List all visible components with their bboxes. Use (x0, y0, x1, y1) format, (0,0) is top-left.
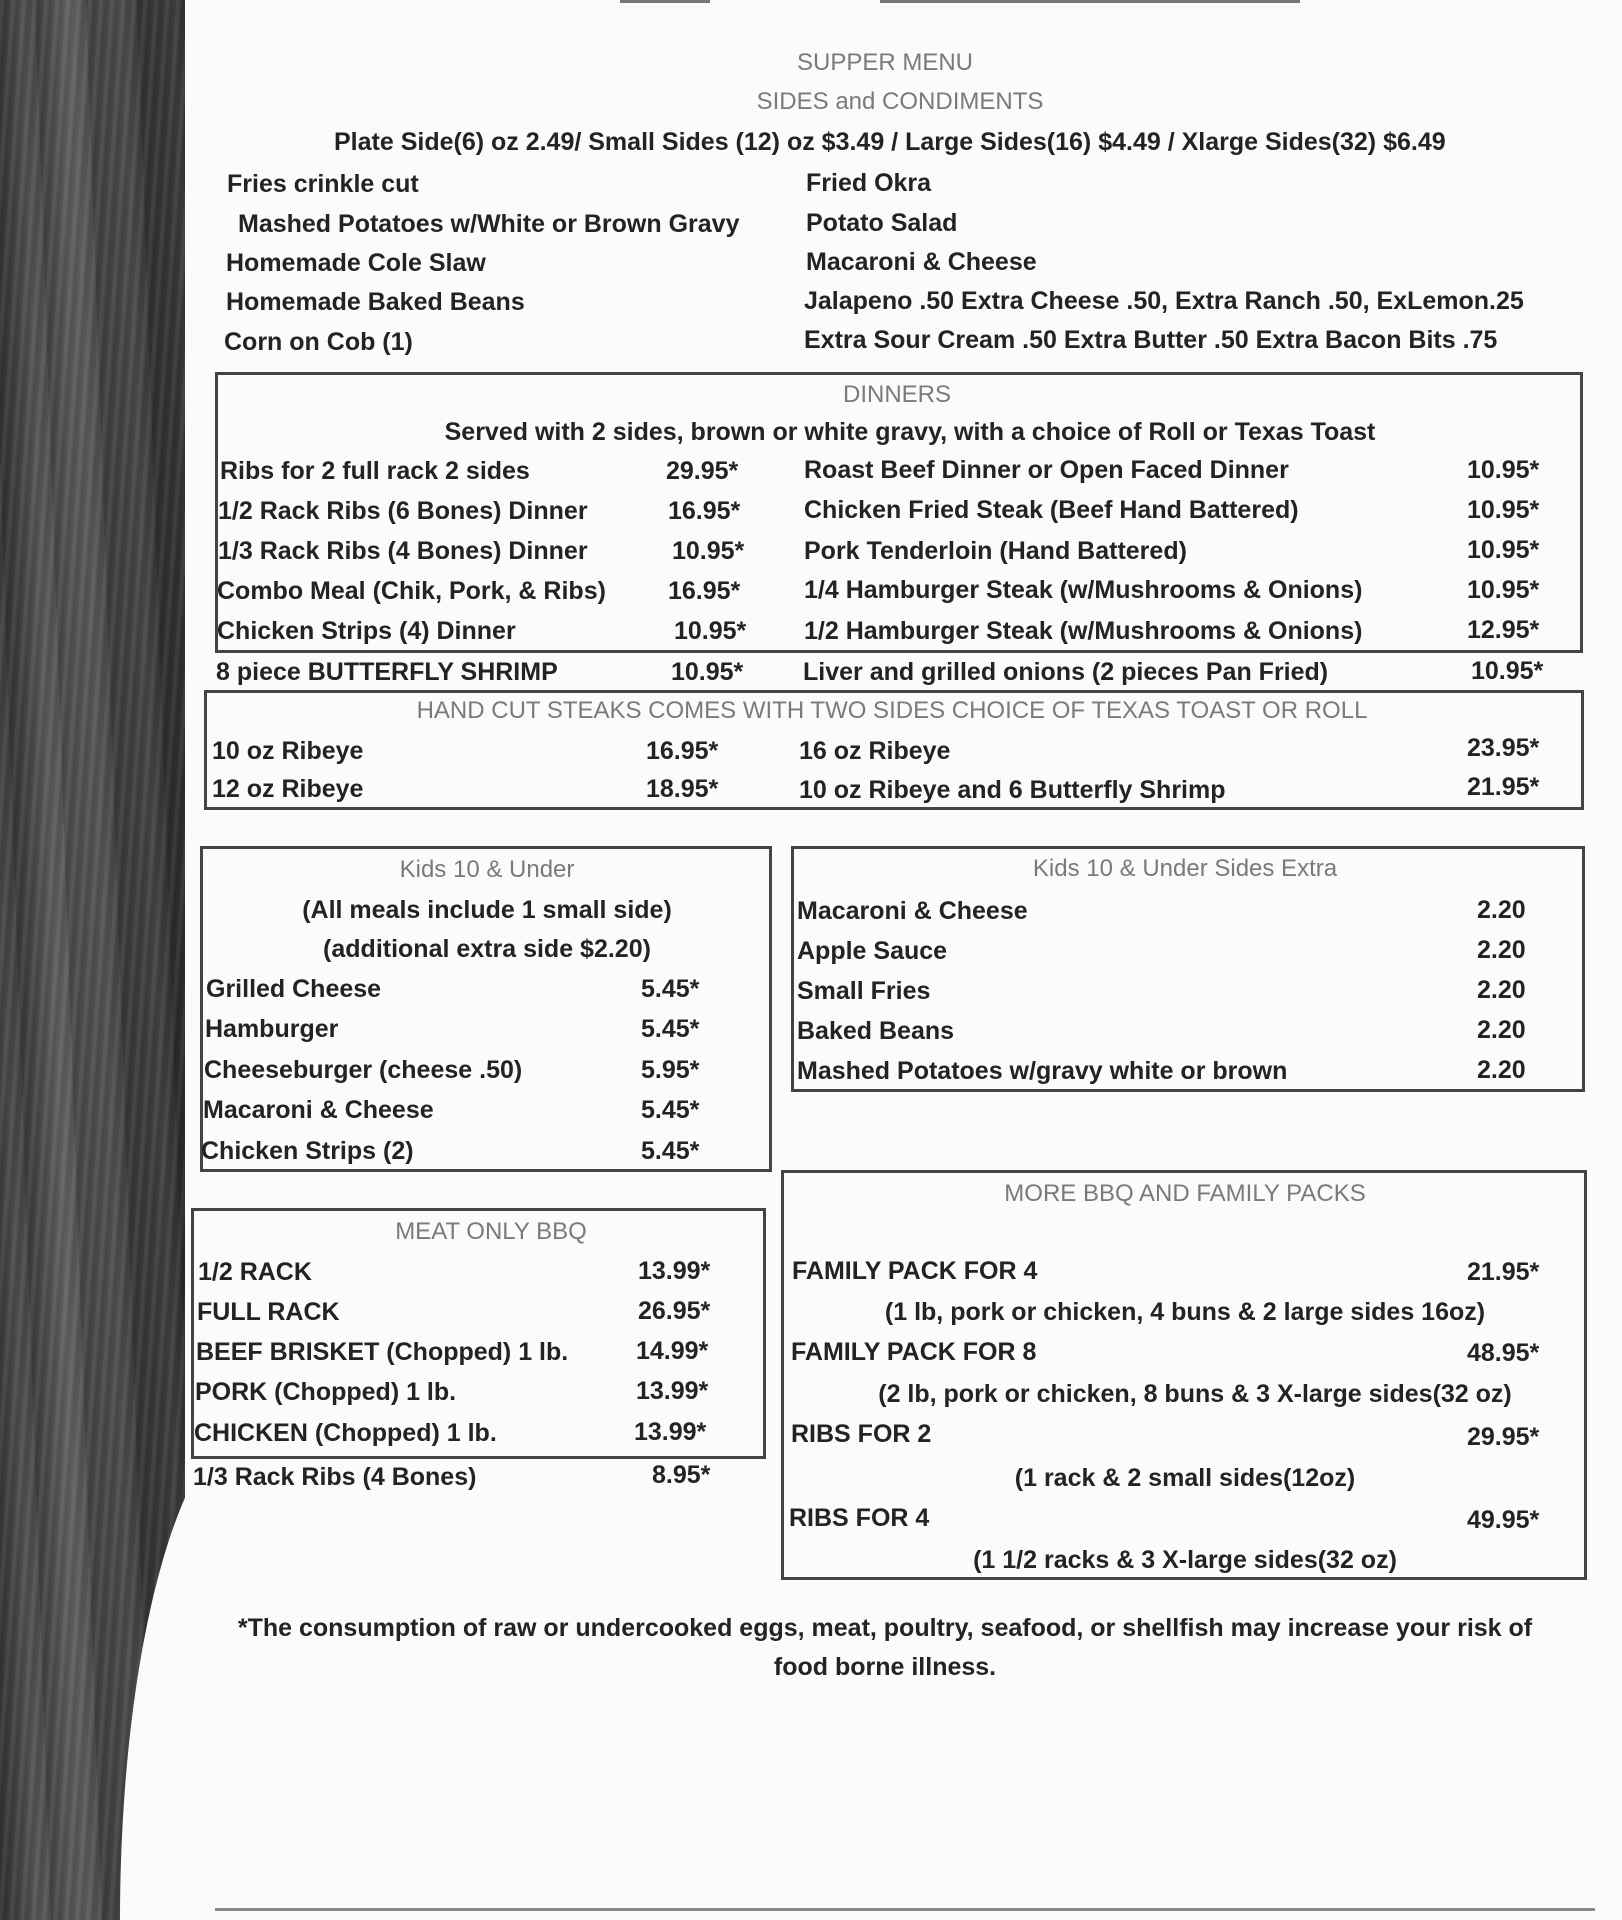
dinner-item-name: Roast Beef Dinner or Open Faced Dinner (804, 456, 1289, 484)
meat-item-name: FULL RACK (197, 1298, 340, 1326)
food-safety-notice: *The consumption of raw or undercooked eggs, meat, poultry, seafood, or shellfish may increase your risk of (237, 1614, 1533, 1642)
kids-side-name: Baked Beans (797, 1017, 955, 1045)
kids-side-price: 2.20 (1477, 1056, 1526, 1084)
top-edge-line (880, 0, 1300, 3)
meat-item-price: 14.99* (636, 1337, 709, 1365)
family-item-price: 48.95* (1467, 1339, 1540, 1367)
kids-item-name: Chicken Strips (2) (201, 1137, 414, 1165)
dinner-item-name: Chicken Fried Steak (Beef Hand Battered) (804, 496, 1299, 524)
meat-item-price: 8.95* (652, 1461, 711, 1489)
kids-item-price: 5.45* (641, 1137, 700, 1165)
kids-side-price: 2.20 (1477, 976, 1526, 1004)
dinners-title: DINNERS (842, 381, 952, 408)
family-item-name: FAMILY PACK FOR 8 (791, 1338, 1037, 1366)
kids-item-name: Cheeseburger (cheese .50) (204, 1056, 523, 1084)
kids-side-price: 2.20 (1477, 936, 1526, 964)
dinner-item-price: 10.95* (671, 658, 744, 686)
meat-item-name: 1/2 RACK (198, 1258, 312, 1286)
kids-sides-title: Kids 10 & Under Sides Extra (1032, 855, 1338, 882)
dinner-item-name: Combo Meal (Chik, Pork, & Ribs) (217, 577, 606, 605)
kids-item-price: 5.45* (641, 1096, 700, 1124)
dinner-item-price: 10.95* (1471, 657, 1544, 685)
steak-item-name: 12 oz Ribeye (212, 775, 364, 803)
kids-side-name: Apple Sauce (797, 937, 948, 965)
meat-item-price: 13.99* (636, 1377, 709, 1405)
meat-item-name: PORK (Chopped) 1 lb. (195, 1378, 457, 1406)
family-item-name: RIBS FOR 2 (791, 1420, 932, 1448)
steaks-title: HAND CUT STEAKS COMES WITH TWO SIDES CHOICE OF TEXAS TOAST OR ROLL (416, 697, 1368, 724)
dinner-item-price: 12.95* (1467, 616, 1540, 644)
dinner-item-name: Ribs for 2 full rack 2 sides (220, 457, 530, 485)
kids-side-name: Mashed Potatoes w/gravy white or brown (797, 1057, 1288, 1085)
kids-side-price: 2.20 (1477, 896, 1526, 924)
steak-item-price: 16.95* (646, 737, 719, 765)
family-item-name: FAMILY PACK FOR 4 (792, 1257, 1038, 1285)
steak-item-price: 18.95* (646, 775, 719, 803)
kids-item-name: Macaroni & Cheese (203, 1096, 434, 1124)
side-item: Fries crinkle cut (227, 170, 419, 198)
kids-item-price: 5.45* (641, 1015, 700, 1043)
side-item: Homemade Cole Slaw (226, 249, 486, 277)
dinner-item-price: 10.95* (672, 537, 745, 565)
family-item-desc: (1 rack & 2 small sides(12oz) (1014, 1464, 1356, 1492)
dinners-subtitle: Served with 2 sides, brown or white gravy, with a choice of Roll or Texas Toast (444, 418, 1376, 446)
sides-heading: SIDES and CONDIMENTS (756, 88, 1044, 115)
family-item-desc: (1 1/2 racks & 3 X-large sides(32 oz) (973, 1546, 1397, 1574)
meat-item-name: CHICKEN (Chopped) 1 lb. (194, 1419, 497, 1447)
kids-note: (additional extra side $2.20) (323, 935, 651, 963)
meat-item-price: 26.95* (638, 1297, 711, 1325)
steak-item-name: 10 oz Ribeye (212, 737, 364, 765)
bottom-edge-line (215, 1908, 1595, 1911)
side-item: Macaroni & Cheese (806, 248, 1037, 276)
meat-item-name: BEEF BRISKET (Chopped) 1 lb. (196, 1338, 569, 1366)
side-size-prices: Plate Side(6) oz 2.49/ Small Sides (12) oz $3.49 / Large Sides(16) $4.49 / Xlarge Sides(32) $6.49 (334, 128, 1446, 156)
steak-item-name: 16 oz Ribeye (799, 737, 951, 765)
meat-only-title: MEAT ONLY BBQ (395, 1218, 587, 1245)
side-item: Fried Okra (806, 169, 932, 197)
condiment-extras: Extra Sour Cream .50 Extra Butter .50 Extra Bacon Bits .75 (804, 326, 1498, 354)
dinner-item-price: 10.95* (674, 617, 747, 645)
dinner-item-price: 10.95* (1467, 536, 1540, 564)
kids-side-name: Macaroni & Cheese (797, 897, 1028, 925)
dinner-item-price: 10.95* (1467, 496, 1540, 524)
kids-item-name: Hamburger (205, 1015, 339, 1043)
family-item-desc: (2 lb, pork or chicken, 8 buns & 3 X-large sides(32 oz) (878, 1380, 1512, 1408)
top-edge-line (620, 0, 710, 3)
dinner-item-price: 10.95* (1467, 456, 1540, 484)
food-safety-notice: food borne illness. (773, 1653, 997, 1681)
dinner-item-price: 16.95* (668, 577, 741, 605)
kids-item-price: 5.95* (641, 1056, 700, 1084)
dinner-item-name: 1/2 Hamburger Steak (w/Mushrooms & Onions) (804, 617, 1363, 645)
kids-title: Kids 10 & Under (399, 856, 575, 883)
condiment-extras: Jalapeno .50 Extra Cheese .50, Extra Ranch .50, ExLemon.25 (804, 287, 1524, 315)
family-item-price: 21.95* (1467, 1258, 1540, 1286)
menu-title: SUPPER MENU (796, 49, 974, 76)
side-item: Mashed Potatoes w/White or Brown Gravy (238, 210, 740, 238)
steak-item-name: 10 oz Ribeye and 6 Butterfly Shrimp (799, 776, 1226, 804)
family-item-name: RIBS FOR 4 (789, 1504, 930, 1532)
dinner-item-name: 1/2 Rack Ribs (6 Bones) Dinner (218, 497, 588, 525)
dinner-item-name: Liver and grilled onions (2 pieces Pan Fried) (803, 658, 1329, 686)
dinner-item-price: 16.95* (668, 497, 741, 525)
steak-item-price: 23.95* (1467, 734, 1540, 762)
kids-note: (All meals include 1 small side) (302, 896, 672, 924)
dinner-item-name: Chicken Strips (4) Dinner (217, 617, 516, 645)
meat-item-price: 13.99* (638, 1257, 711, 1285)
meat-item-name: 1/3 Rack Ribs (4 Bones) (193, 1463, 477, 1491)
kids-item-name: Grilled Cheese (206, 975, 382, 1003)
dinner-item-name: 1/3 Rack Ribs (4 Bones) Dinner (218, 537, 588, 565)
family-packs-title: MORE BBQ AND FAMILY PACKS (1004, 1180, 1366, 1207)
side-item: Corn on Cob (1) (224, 328, 413, 356)
family-item-price: 29.95* (1467, 1423, 1540, 1451)
family-item-desc: (1 lb, pork or chicken, 4 buns & 2 large sides 16oz) (884, 1298, 1486, 1326)
dinner-item-name: 1/4 Hamburger Steak (w/Mushrooms & Onions) (804, 576, 1363, 604)
side-item: Potato Salad (806, 209, 958, 237)
family-item-price: 49.95* (1467, 1506, 1540, 1534)
kids-side-name: Small Fries (797, 977, 931, 1005)
dinner-item-name: Pork Tenderloin (Hand Battered) (804, 537, 1187, 565)
dinner-item-price: 10.95* (1467, 576, 1540, 604)
side-item: Homemade Baked Beans (226, 288, 525, 316)
kids-side-price: 2.20 (1477, 1016, 1526, 1044)
meat-item-price: 13.99* (634, 1418, 707, 1446)
kids-item-price: 5.45* (641, 975, 700, 1003)
dinner-item-name: 8 piece BUTTERFLY SHRIMP (216, 658, 558, 686)
steak-item-price: 21.95* (1467, 773, 1540, 801)
dinner-item-price: 29.95* (666, 457, 739, 485)
